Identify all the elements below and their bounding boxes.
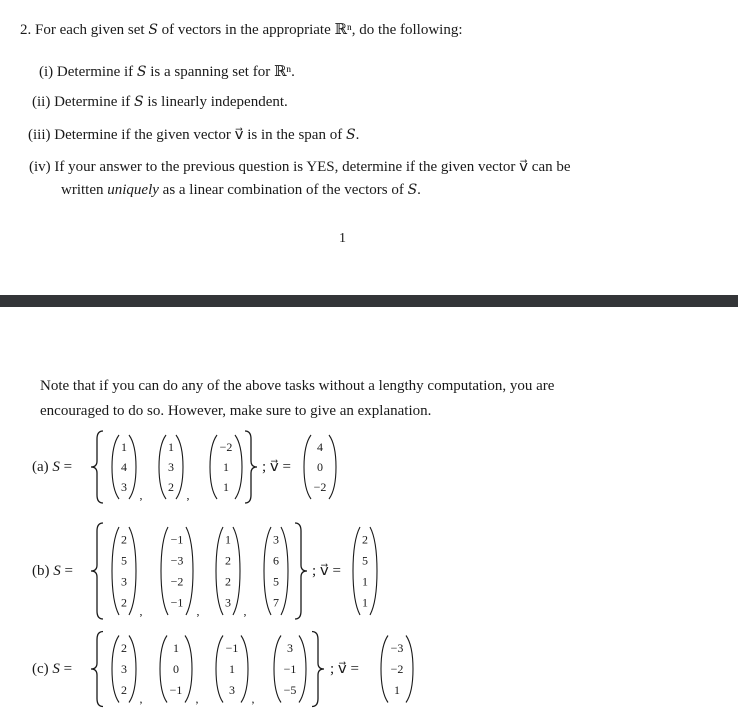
right-paren — [186, 527, 193, 615]
vector-entry: 3 — [121, 662, 127, 676]
right-paren — [233, 527, 240, 615]
set-symbol: S — [136, 64, 147, 80]
vector-entry: 2 — [168, 480, 174, 494]
note-line-2: encouraged to do so. However, make sure to give an explanation. — [40, 403, 432, 419]
left-paren — [216, 636, 223, 703]
vector-entry: −2 — [170, 574, 184, 589]
vector-entry: 3 — [121, 574, 127, 589]
task-text: If your answer to the previous question is YES, determine if the given vector v⃗ can be — [54, 159, 571, 175]
part-label: (c) S = — [32, 661, 73, 677]
part-c — [32, 632, 413, 707]
vector-entry: 0 — [173, 662, 179, 676]
left-paren — [112, 527, 119, 615]
left-paren — [264, 527, 271, 615]
intro-pre: For each given set — [35, 22, 145, 38]
right-paren — [329, 435, 336, 499]
vector-entry: 4 — [121, 460, 127, 474]
vector-entry: 2 — [121, 641, 127, 655]
vector-entry: −3 — [170, 553, 184, 568]
task-text: written — [61, 182, 104, 198]
comma: , — [139, 691, 143, 706]
v-label: ; v⃗ = — [330, 661, 360, 677]
vector-entry: 3 — [229, 683, 235, 697]
task-label: (ii) — [32, 94, 51, 110]
right-paren — [129, 527, 136, 615]
right-paren — [299, 636, 306, 703]
left-paren — [304, 435, 311, 499]
vector-entry: 1 — [225, 532, 231, 547]
vector-entry: 2 — [121, 595, 127, 610]
left-paren — [161, 527, 168, 615]
vector-entry: 6 — [273, 553, 279, 568]
right-paren — [176, 435, 183, 499]
page-number: 1 — [339, 231, 346, 246]
v-entry: 1 — [362, 574, 368, 589]
task-iv-line2: written uniquely as a linear combination of the vectors of S. — [61, 182, 421, 198]
left-brace — [91, 431, 103, 503]
vector-entry: 7 — [273, 595, 279, 610]
right-paren — [241, 636, 248, 703]
comma: , — [139, 604, 143, 618]
part-b — [32, 523, 377, 619]
v-label: ; v⃗ = — [262, 459, 292, 475]
v-entry: −2 — [313, 480, 327, 494]
right-paren — [370, 527, 377, 615]
page-divider-bar — [0, 295, 738, 307]
problem-number: 2. — [20, 22, 32, 38]
vector-entry: 2 — [225, 553, 231, 568]
task-text: is a spanning set for ℝⁿ. — [150, 64, 295, 80]
vector-entry: −1 — [170, 595, 184, 610]
task-text: is linearly independent. — [147, 94, 288, 110]
vector-entry: 3 — [287, 641, 293, 655]
v-entry: 5 — [362, 553, 368, 568]
vector-entry: 3 — [273, 532, 279, 547]
right-paren — [235, 435, 242, 499]
vector-entry: 1 — [168, 440, 174, 454]
comma: , — [196, 604, 200, 618]
set-symbol: S — [134, 94, 144, 110]
right-paren — [129, 435, 136, 499]
left-brace — [91, 632, 103, 707]
part-a — [32, 431, 336, 503]
comma: , — [243, 604, 247, 618]
task-iii — [28, 125, 359, 144]
right-paren — [281, 527, 288, 615]
vector-entry: −1 — [283, 662, 297, 676]
right-brace — [245, 431, 257, 503]
v-entry: 1 — [394, 683, 400, 697]
emphasis-uniquely: uniquely — [107, 182, 159, 198]
set-symbol: S — [407, 182, 418, 198]
problem-statement — [20, 20, 463, 39]
comma: , — [186, 488, 190, 502]
vector-entry: 5 — [121, 553, 127, 568]
task-label: (iv) — [29, 159, 51, 175]
vector-entry: 2 — [121, 532, 127, 547]
task-iv — [29, 157, 571, 176]
vector-entry: 2 — [121, 683, 127, 697]
left-paren — [216, 527, 223, 615]
left-paren — [159, 435, 166, 499]
set-symbol: S — [148, 22, 158, 38]
task-text: Determine if — [56, 64, 134, 80]
left-paren — [112, 435, 119, 499]
left-paren — [112, 636, 119, 703]
vector-sets — [0, 430, 738, 719]
left-paren — [381, 636, 388, 703]
note-line-1: Note that if you can do any of the above tasks without a lengthy computation, you are — [40, 378, 555, 394]
comma: , — [251, 691, 255, 706]
v-entry: −3 — [390, 641, 404, 655]
v-label: ; v⃗ = — [312, 563, 342, 579]
v-entry: 4 — [317, 440, 323, 454]
vector-entry: 3 — [225, 595, 231, 610]
comma: , — [195, 691, 199, 706]
part-label: (b) S = — [32, 563, 73, 579]
left-paren — [160, 636, 167, 703]
left-paren — [210, 435, 217, 499]
set-symbol: S — [345, 127, 356, 143]
vector-entry: 1 — [223, 460, 229, 474]
vector-entry: 1 — [121, 440, 127, 454]
task-label: (iii) — [28, 127, 51, 143]
task-label: (i) — [39, 64, 54, 80]
task-text: Determine if — [54, 94, 131, 110]
right-brace — [295, 523, 307, 619]
vector-entry: 3 — [168, 460, 174, 474]
right-paren — [129, 636, 136, 703]
intro-post: of vectors in the appropriate ℝⁿ, do the following: — [161, 22, 463, 38]
task-text: as a linear combination of the vectors of — [162, 182, 404, 198]
left-brace — [91, 523, 103, 619]
vector-entry: −1 — [170, 532, 184, 547]
vector-entry: 1 — [223, 480, 229, 494]
vector-entry: 3 — [121, 480, 127, 494]
left-paren — [353, 527, 360, 615]
right-paren — [185, 636, 192, 703]
task-text: Determine if the given vector v⃗ is in the span of — [54, 127, 343, 143]
comma: , — [139, 488, 143, 502]
v-entry: 1 — [362, 595, 368, 610]
vector-entry: −1 — [225, 641, 239, 655]
vector-entry: 1 — [173, 641, 179, 655]
vector-entry: −5 — [283, 683, 297, 697]
v-entry: −2 — [390, 662, 404, 676]
task-i — [39, 62, 295, 81]
v-entry: 2 — [362, 532, 368, 547]
vector-entry: 1 — [229, 662, 235, 676]
v-entry: 0 — [317, 460, 323, 474]
part-label: (a) S = — [32, 459, 73, 475]
vector-entry: −1 — [169, 683, 183, 697]
right-brace — [312, 632, 324, 707]
vector-entry: −2 — [219, 440, 233, 454]
vector-entry: 5 — [273, 574, 279, 589]
right-paren — [406, 636, 413, 703]
vector-entry: 2 — [225, 574, 231, 589]
task-text: . — [355, 127, 360, 143]
left-paren — [274, 636, 281, 703]
task-ii — [32, 94, 288, 111]
